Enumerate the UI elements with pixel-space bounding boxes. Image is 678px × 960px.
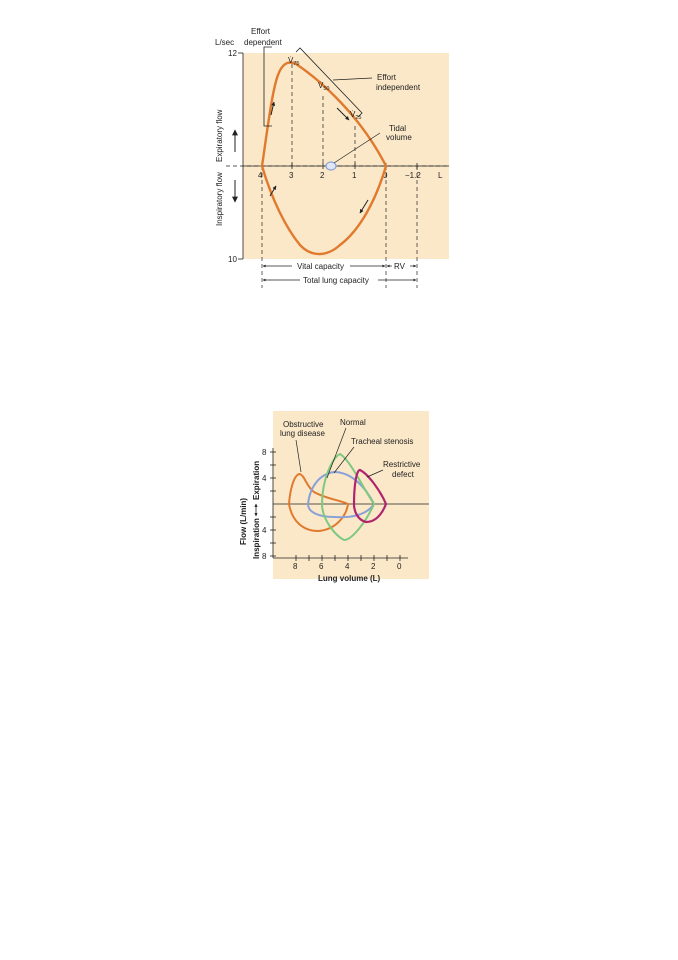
v25-label: $V̇_{25}$: [350, 110, 362, 121]
tracheal-stenosis-label: Tracheal stenosis: [351, 437, 414, 446]
abnormal-loops-figure: [239, 411, 429, 583]
y-tick-2-bottom-4: 4: [262, 526, 267, 535]
x-tick-2: 2: [320, 171, 325, 180]
x-tick-3: 3: [289, 171, 294, 180]
effort-dependent-label-2: dependent: [244, 38, 282, 47]
x-tick-2-8: 8: [293, 562, 298, 571]
x-tick-2-2: 2: [371, 562, 376, 571]
inspiration-label: Inspiration: [252, 518, 261, 559]
x-tick-2-4: 4: [345, 562, 350, 571]
effort-independent-label-2: independent: [376, 83, 421, 92]
flow-volume-loop-figure: [215, 27, 449, 288]
y-unit-label: L/sec: [215, 38, 235, 47]
v50-label: $V̇_{50}$: [318, 81, 330, 92]
expiration-label: Expiration: [252, 460, 261, 500]
x-axis-label-2: Lung volume (L): [318, 574, 381, 583]
v75-label: $V̇_{75}$: [288, 56, 300, 67]
x-tick-4: 4: [258, 171, 263, 180]
x-unit-label: L: [438, 171, 443, 180]
tidal-volume-loop: [326, 162, 336, 170]
tidal-volume-label-1: Tidal: [389, 124, 407, 133]
x-tick-2-0: 0: [397, 562, 402, 571]
x-tick-1: 1: [352, 171, 357, 180]
expiratory-flow-label: Expiratory flow: [215, 109, 224, 162]
x-tick-2-6: 6: [319, 562, 324, 571]
tidal-volume-label-2: volume: [386, 133, 412, 142]
restrictive-label-2: defect: [392, 470, 414, 479]
obstructive-label-1: Obstructive: [283, 420, 324, 429]
rv-label: RV: [394, 262, 405, 271]
y-axis-label-2: Flow (L/min): [239, 497, 248, 545]
normal-label: Normal: [340, 418, 366, 427]
x-tick-0: 0: [383, 171, 388, 180]
inspiratory-flow-label: Inspiratory flow: [215, 172, 224, 226]
y-tick-2-top-8: 8: [262, 448, 267, 457]
obstructive-label-2: lung disease: [280, 429, 325, 438]
y-bottom-tick-label: 10: [228, 255, 237, 264]
total-lung-capacity-label: Total lung capacity: [303, 276, 369, 285]
restrictive-label-1: Restrictive: [383, 460, 421, 469]
x-tick-neg1-2: −1.2: [405, 171, 421, 180]
y-tick-2-bottom-8: 8: [262, 552, 267, 561]
effort-dependent-label-1: Effort: [251, 27, 270, 36]
effort-independent-label-1: Effort: [377, 73, 396, 82]
vital-capacity-label: Vital capacity: [297, 262, 344, 271]
y-tick-2-top-4: 4: [262, 474, 267, 483]
y-top-tick-label: 12: [228, 49, 237, 58]
